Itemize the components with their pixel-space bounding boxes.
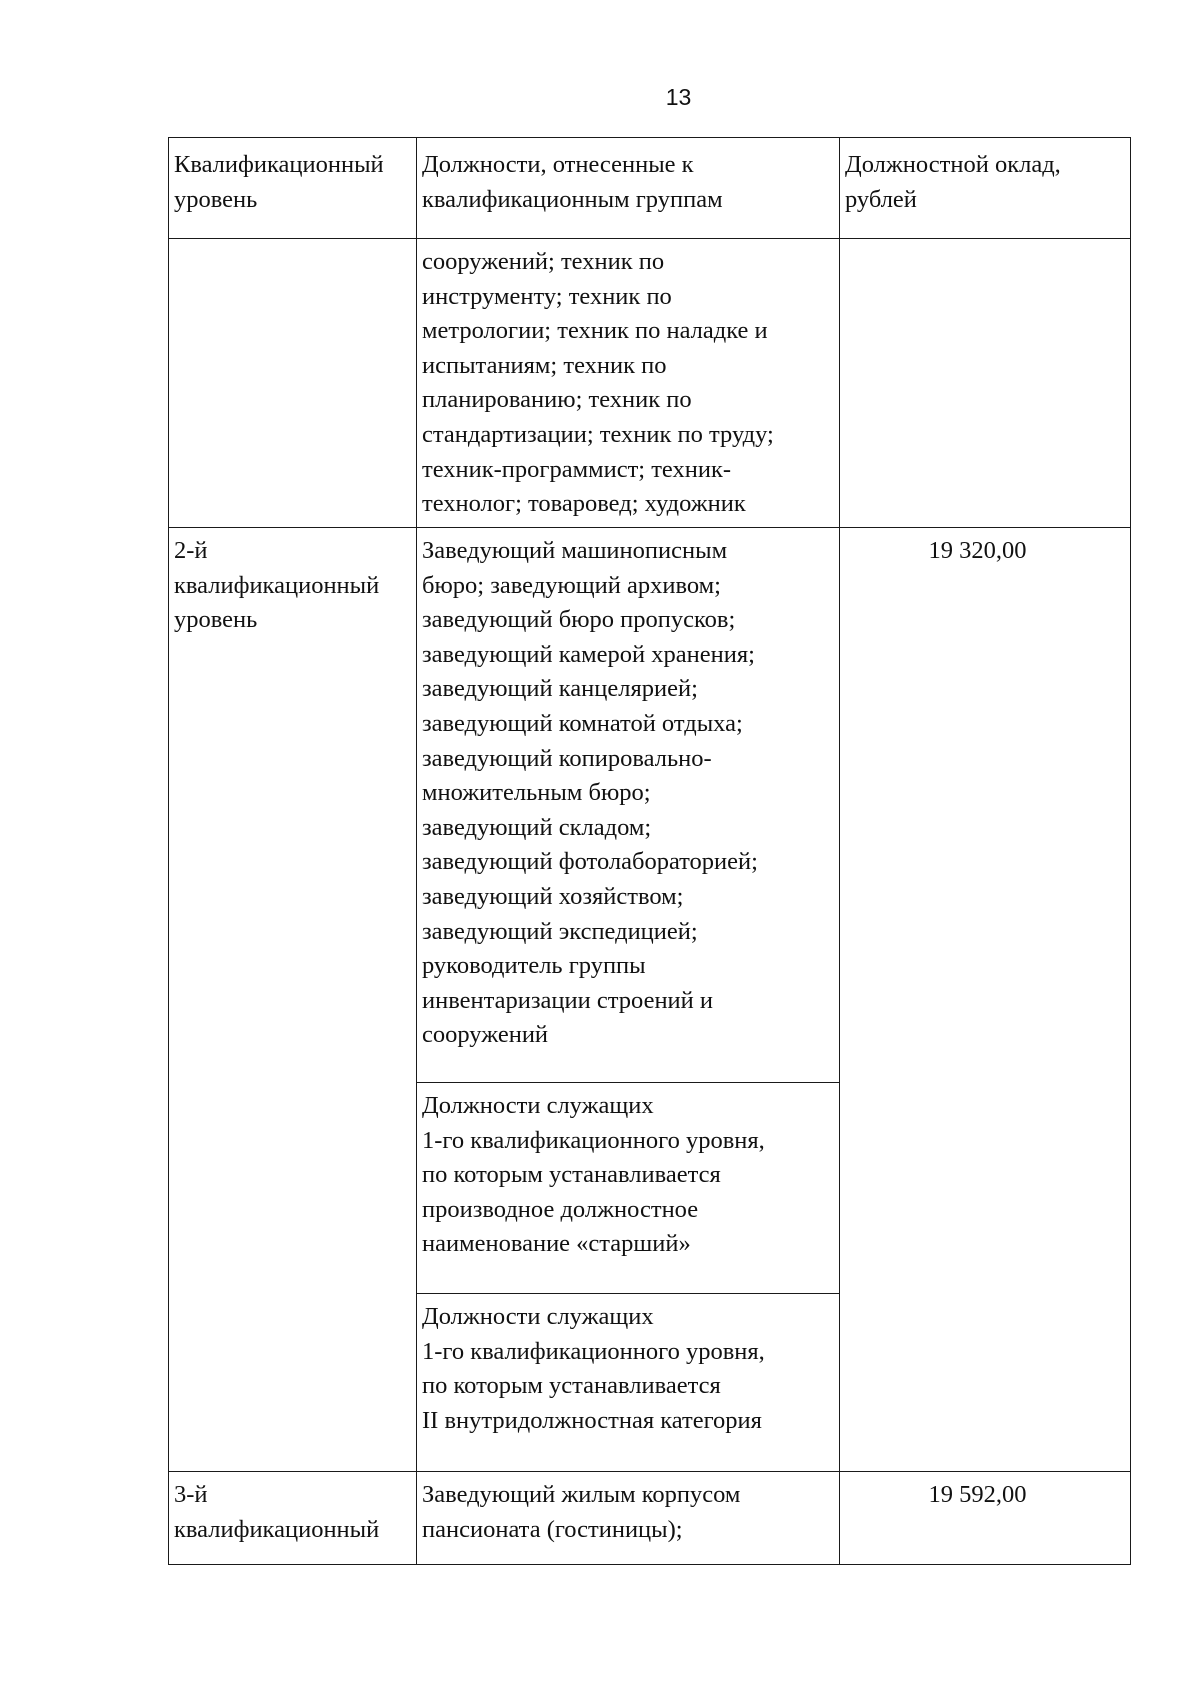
table-row (169, 239, 1131, 528)
positions-line: технолог; товаровед; художник (422, 490, 746, 518)
positions-line: пансионата (гостиницы); (422, 1515, 683, 1543)
positions-line: производное должностное (422, 1195, 699, 1223)
positions-line: инвентаризации строений и (422, 986, 714, 1014)
positions-line: наименование «старший» (422, 1230, 691, 1258)
positions-line: заведующий складом; (422, 813, 652, 841)
header-level (169, 138, 417, 239)
positions-line: заведующий канцелярией; (422, 675, 698, 703)
header-salary (840, 138, 1131, 239)
level-line: квалификационный (174, 571, 380, 599)
positions-cell (417, 1083, 840, 1294)
positions-line: Заведующий машинописным (422, 537, 728, 564)
positions-line: по которым устанавливается (422, 1161, 721, 1189)
header-positions-line: квалификационным группам (422, 185, 723, 213)
positions-cell (417, 528, 840, 1083)
salary-cell (840, 1472, 1131, 1565)
header-salary-line: рублей (845, 185, 917, 213)
positions-line: руководитель группы (422, 952, 646, 980)
header-salary-line: Должностной оклад, (845, 151, 1061, 178)
positions-line: заведующий комнатой отдыха; (422, 709, 743, 737)
positions-line: 1-го квалификационного уровня, (422, 1126, 765, 1154)
table-row (169, 528, 1131, 1083)
level-line: 2-й (174, 537, 208, 564)
positions-line: планированию; техник по (422, 386, 692, 414)
level-line: уровень (174, 606, 258, 634)
positions-line: Должности служащих (422, 1092, 654, 1119)
level-cell-empty (169, 239, 417, 528)
positions-line: 1-го квалификационного уровня, (422, 1337, 765, 1365)
positions-line: сооружений; техник по (422, 248, 665, 275)
positions-line: множительным бюро; (422, 779, 651, 807)
positions-line: заведующий хозяйством; (422, 882, 684, 910)
positions-line: бюро; заведующий архивом; (422, 571, 721, 599)
positions-line: стандартизации; техник по труду; (422, 420, 774, 448)
header-positions-line: Должности, отнесенные к (422, 151, 694, 178)
positions-line: испытаниям; техник по (422, 351, 667, 379)
positions-line: инструменту; техник по (422, 282, 672, 310)
positions-line: метрологии; техник по наладке и (422, 317, 768, 345)
level-line: квалификационный (174, 1515, 380, 1543)
salary-value: 19 320,00 (928, 537, 1027, 564)
positions-line: техник-программист; техник- (422, 455, 732, 483)
positions-cell (417, 239, 840, 528)
positions-cell (417, 1472, 840, 1565)
page-number: 13 (665, 84, 692, 110)
level-cell (169, 1472, 417, 1565)
positions-line: по которым устанавливается (422, 1372, 721, 1400)
header-level-line: Квалификационный (174, 151, 384, 178)
positions-line: Заведующий жилым корпусом (422, 1481, 741, 1508)
positions-line: заведующий бюро пропусков; (422, 606, 736, 634)
positions-line: II внутридолжностная категория (422, 1406, 762, 1434)
salary-value: 19 592,00 (928, 1481, 1027, 1508)
positions-cell (417, 1294, 840, 1472)
positions-line: заведующий экспедицией; (422, 917, 698, 945)
salary-cell-empty (840, 239, 1131, 528)
header-level-line: уровень (174, 185, 258, 213)
positions-line: заведующий камерой хранения; (422, 640, 755, 668)
positions-line: Должности служащих (422, 1303, 654, 1330)
salary-cell (840, 528, 1131, 1472)
table-row (169, 1472, 1131, 1565)
positions-line: сооружений (422, 1021, 549, 1049)
table-header-row (169, 138, 1131, 239)
positions-line: заведующий копировально- (422, 744, 712, 772)
level-line: 3-й (174, 1481, 208, 1508)
positions-line: заведующий фотолабораторией; (422, 848, 758, 876)
level-cell (169, 528, 417, 1472)
salary-table (168, 137, 1131, 1565)
header-positions (417, 138, 840, 239)
